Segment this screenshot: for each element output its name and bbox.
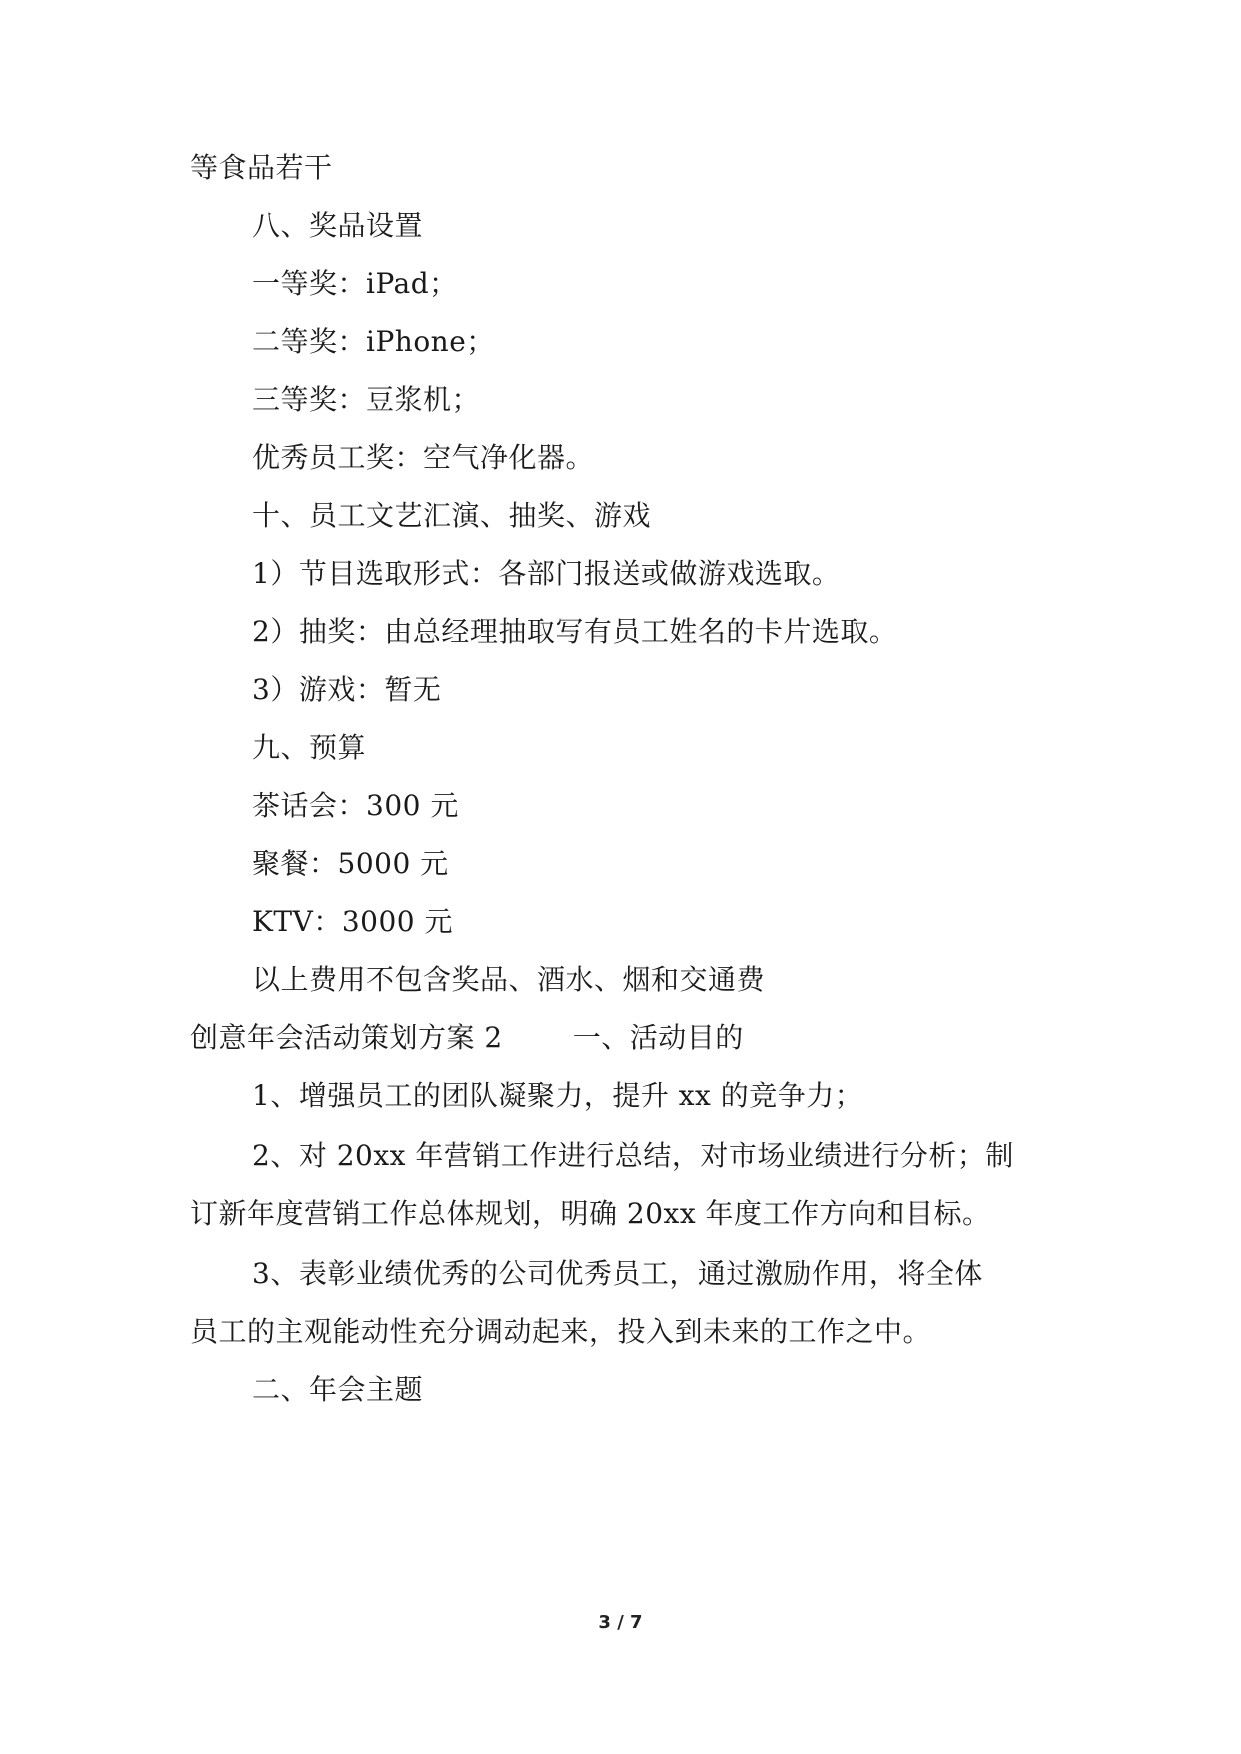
section-heading-budget: 九、预算	[252, 731, 367, 764]
page-number: 3 / 7	[598, 1612, 643, 1633]
section-heading-purpose: 一、活动目的	[572, 1021, 744, 1054]
text-line: 1）节目选取形式：各部门报送或做游戏选取。	[252, 557, 841, 590]
text-line: 一等奖：iPad；	[252, 267, 458, 300]
text-line: 2）抽奖：由总经理抽取写有员工姓名的卡片选取。	[252, 615, 898, 648]
document-title: 创意年会活动策划方案 2	[190, 1021, 503, 1054]
text-line: 优秀员工奖：空气净化器。	[252, 441, 595, 474]
text-line: 二等奖：iPhone；	[252, 325, 495, 358]
section-heading-performance: 十、员工文艺汇演、抽奖、游戏	[252, 499, 652, 532]
text-line: 茶话会：300 元	[252, 789, 459, 822]
text-line: 3）游戏：暂无	[252, 673, 442, 706]
text-line: 2、对 20xx 年营销工作进行总结，对市场业绩进行分析；制	[252, 1139, 1014, 1172]
text-line: 1、增强员工的团队凝聚力，提升 xx 的竞争力；	[252, 1079, 864, 1112]
section-heading-prizes: 八、奖品设置	[252, 209, 424, 242]
text-line: 聚餐：5000 元	[252, 847, 449, 880]
text-line: 员工的主观能动性充分调动起来，投入到未来的工作之中。	[190, 1315, 932, 1348]
text-line: 等食品若干	[190, 151, 333, 184]
text-line: 以上费用不包含奖品、酒水、烟和交通费	[252, 963, 766, 996]
text-line: 订新年度营销工作总体规划，明确 20xx 年度工作方向和目标。	[190, 1197, 991, 1230]
section-heading-theme: 二、年会主题	[252, 1373, 424, 1406]
text-line: 三等奖：豆浆机；	[252, 383, 481, 416]
text-line: KTV：3000 元	[252, 905, 453, 938]
text-line: 3、表彰业绩优秀的公司优秀员工，通过激励作用，将全体	[252, 1257, 983, 1290]
title-line	[190, 1018, 744, 1058]
